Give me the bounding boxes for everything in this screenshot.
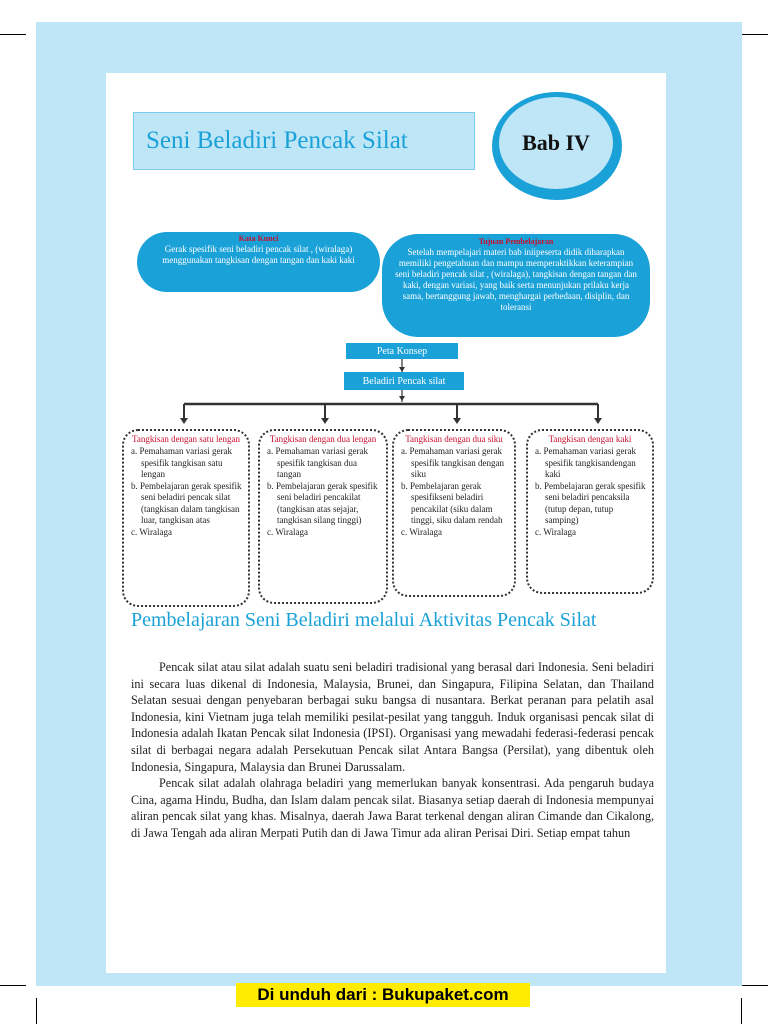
branch-title: Tangkisan dengan dua siku	[405, 434, 503, 444]
tujuan-title: Tujuan Pembelajaran	[478, 237, 554, 246]
branch-item: b. Pembelajaran gerak spesifikseni beladiri pencakilat (siku dalam tinggi, siku dalam rendah	[401, 480, 503, 525]
branch-title: Tangkisan dengan kaki	[548, 434, 632, 444]
concept-branch	[122, 429, 250, 607]
branch-item: a. Pemahaman variasi gerak spesifik tangkisan dua tangan	[267, 446, 368, 479]
branch-title: Tangkisan dengan satu lengan	[131, 434, 241, 444]
branch-item: c. Wiralaga	[267, 526, 308, 537]
branch-title: Tangkisan dengan dua lengan	[269, 434, 377, 444]
branch-item: c. Wiralaga	[131, 526, 172, 537]
body-text	[131, 659, 654, 842]
peta-konsep-label: Peta Konsep	[346, 343, 458, 359]
branch-item: a. Pemahaman variasi gerak spesifik tangkisan dengan siku	[401, 446, 504, 479]
concept-branch	[392, 429, 516, 597]
branch-item: c. Wiralaga	[535, 526, 576, 537]
kata-kunci-text: Gerak spesifik seni beladiri pencak silat , (wiralaga) menggunakan tangkisan dengan tangan dan kaki kaki	[162, 244, 355, 265]
kata-kunci-title: Kata Kunci	[238, 234, 279, 243]
branch-item: b. Pembelajaran gerak spesifik seni beladiri pencak silat (tangkisan dalam tangkisan luar, tangkisan atas	[131, 480, 242, 525]
concept-branch	[258, 429, 388, 604]
chapter-title: Seni Beladiri Pencak Silat	[133, 112, 475, 170]
branch-item: b. Pembelajaran gerak spesifik seni beladiri pencaksila (tutup depan, tutup samping)	[535, 480, 646, 525]
paragraph: Pencak silat atau silat adalah suatu seni beladiri tradisional yang berasal dari Indonesia. Seni beladiri ini secara luas dikenal di Indonesia, Malaysia, Brunei, dan Singapura, Filipina Selatan, dan Thailand Selatan sesuai dengan penyebaran berbagai suku bangsa di nusantara. Berkat peranan para pelatih asal Indonesia, kini Vietnam juga telah memiliki pesilat-pesilat yang tangguh. Induk organisasi pencak silat di Indonesia adalah Ikatan Pencak silat Indonesia (IPSI). Organisasi yang mewadahi federasi-federasi pencak silat di berbagai negara adalah Persekutuan Pencak silat Antara Bangsa (Persilat), yang dibentuk oleh Indonesia, Singapura, Malaysia dan Brunei Darussalam.	[131, 660, 654, 774]
branch-item: b. Pembelajaran gerak spesifik seni beladiri pencakilat (tangkisan atas sejajar, tangkisan silang tinggi)	[267, 480, 378, 525]
branch-item: a. Pemahaman variasi gerak spesifik tangkisan satu lengan	[131, 446, 232, 479]
branch-item: a. Pemahaman variasi gerak spesifik tangkisandengan kaki	[535, 446, 636, 479]
branch-item: c. Wiralaga	[401, 526, 442, 537]
tujuan-text: Setelah mempelajari materi bab iniipeserta didik diharapkan memiliki pengetahuan dan mampu memperaktikkan keterampian seni beladiri pencak silat , (wiralaga), tangkisan dengan tangan dan kaki, dengan variasi, yang baik serta menunjukan prilaku kerja sama, bertanggung jawab, menghargai perbedaan, disiplin, dan toleransi	[395, 247, 637, 312]
chapter-number: Bab IV	[499, 97, 613, 189]
paragraph: Pencak silat adalah olahraga beladiri yang memerlukan banyak konsentrasi. Ada pengaruh budaya Cina, agama Hindu, Budha, dan Islam dalam pencak silat. Biasanya setiap daerah di Indonesia mempunyai aliran pencak silat yang khas. Misalnya, daerah Jawa Barat terkenal dengan aliran Cimande dan Cikalong, di Jawa Tengah ada aliran Merpati Putih dan di Jawa Timur ada aliran Perisai Diri. Setiap empat tahun	[131, 776, 654, 840]
download-source-link[interactable]: Di unduh dari : Bukupaket.com	[236, 983, 530, 1007]
concept-branch	[526, 429, 654, 594]
concept-root: Beladiri Pencak silat	[344, 372, 464, 390]
section-heading: Pembelajaran Seni Beladiri melalui Aktivitas Pencak Silat	[131, 609, 597, 631]
